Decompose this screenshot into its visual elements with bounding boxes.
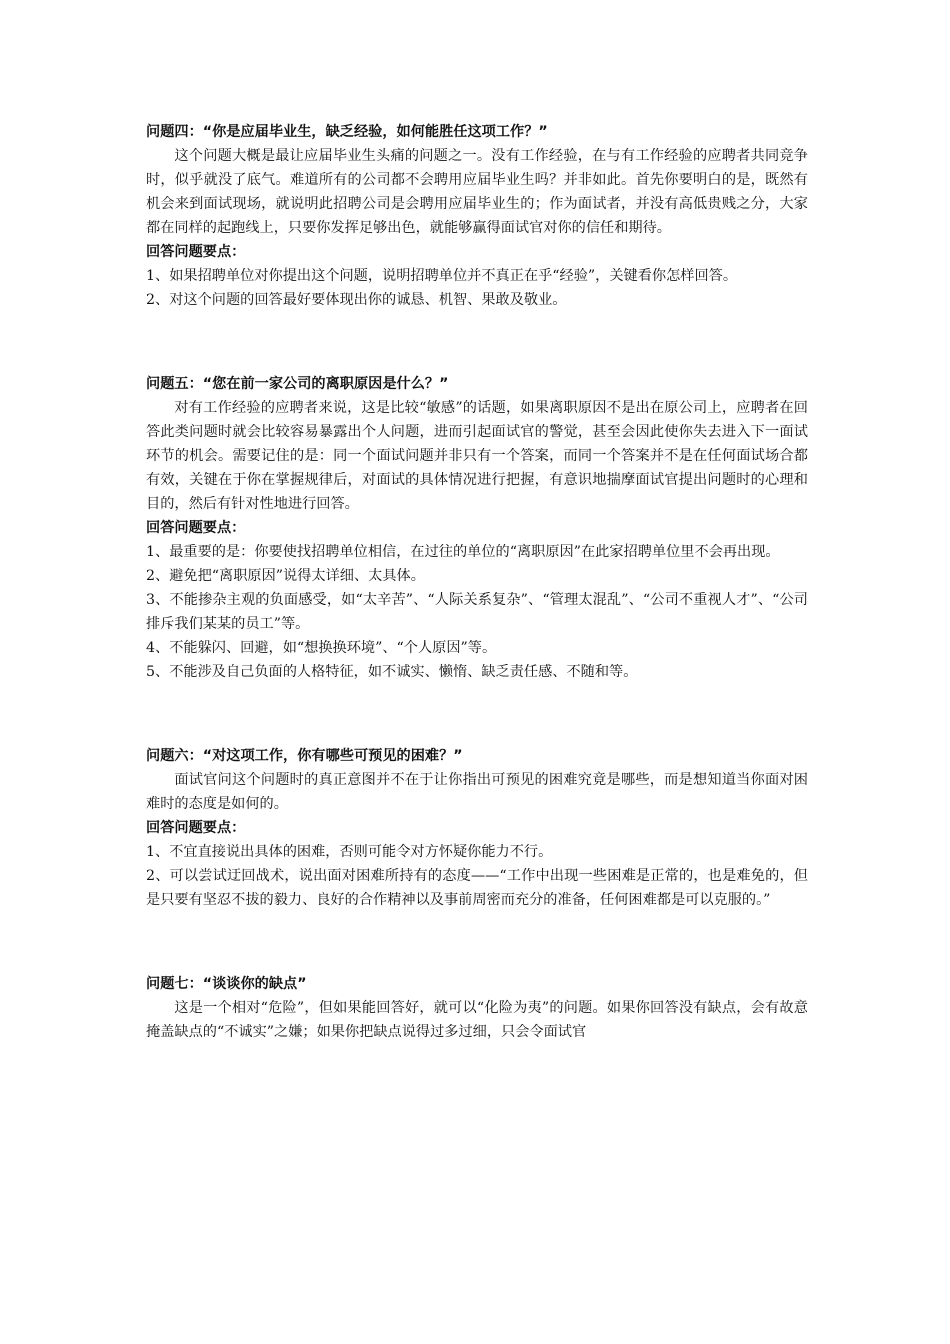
question-title: 问题六：“对这项工作，你有哪些可预见的困难？” (146, 748, 463, 764)
question-explanation: 面试官问这个问题时的真正意图并不在于让你指出可预见的困难究竟是哪些，而是想知道当你面对困难时的态度是如何的。 (146, 772, 808, 812)
answer-points-label: 回答问题要点： (146, 520, 246, 536)
answer-point: 2、可以尝试迂回战术，说出面对困难所持有的态度——“工作中出现一些困难是正常的，也是难免的，但是只要有坚忍不拔的毅力、良好的合作精神以及事前周密而充分的准备，任何困难都是可以克服的。” (146, 868, 808, 908)
answer-point: 1、如果招聘单位对你提出这个问题，说明招聘单位并不真正在乎“经验”，关键看你怎样回答。 (146, 268, 738, 284)
question-title: 问题七：“谈谈你的缺点” (146, 976, 307, 992)
answer-point: 1、最重要的是：你要使找招聘单位相信，在过往的单位的“离职原因”在此家招聘单位里不会再出现。 (146, 544, 780, 560)
question-section-6 (146, 744, 808, 912)
answer-point: 2、对这个问题的回答最好要体现出你的诚恳、机智、果敢及敬业。 (146, 292, 567, 308)
answer-points-label: 回答问题要点： (146, 820, 246, 836)
question-explanation: 对有工作经验的应聘者来说，这是比较“敏感”的话题，如果离职原因不是出在原公司上，应聘者在回答此类问题时就会比较容易暴露出个人问题，进而引起面试官的警觉，甚至会因此使你失去进入下一面试环节的机会。需要记住的是：同一个面试问题并非只有一个答案，而同一个答案并不是在任何面试场合都有效，关键在于你在掌握规律后，对面试的具体情况进行把握，有意识地揣摩面试官提出问题时的心理和目的，然后有针对性地进行回答。 (146, 400, 808, 512)
answer-point: 2、避免把“离职原因”说得太详细、太具体。 (146, 568, 425, 584)
answer-point: 5、不能涉及自己负面的人格特征，如不诚实、懒惰、缺乏责任感、不随和等。 (146, 664, 638, 680)
question-title: 问题五：“您在前一家公司的离职原因是什么？” (146, 376, 449, 392)
question-explanation: 这个问题大概是最让应届毕业生头痛的问题之一。没有工作经验，在与有工作经验的应聘者共同竞争时，似乎就没了底气。难道所有的公司都不会聘用应届毕业生吗？并非如此。首先你要明白的是，既然有机会来到面试现场，就说明此招聘公司是会聘用应届毕业生的；作为面试者，并没有高低贵贱之分，大家都在同样的起跑线上，只要你发挥足够出色，就能够赢得面试官对你的信任和期待。 (146, 148, 808, 236)
answer-point: 4、不能躲闪、回避，如“想换换环境”、“个人原因”等。 (146, 640, 497, 656)
question-section-4 (146, 120, 808, 312)
question-title: 问题四：“你是应届毕业生，缺乏经验，如何能胜任这项工作？” (146, 124, 548, 140)
question-explanation: 这是一个相对“危险”，但如果能回答好，就可以“化险为夷”的问题。如果你回答没有缺点，会有故意掩盖缺点的“不诚实”之嫌；如果你把缺点说得过多过细，只会令面试官 (146, 1000, 808, 1040)
document-page (146, 120, 808, 1044)
answer-points-label: 回答问题要点： (146, 244, 246, 260)
question-section-5 (146, 372, 808, 684)
answer-point: 3、不能掺杂主观的负面感受，如“太辛苦”、“人际关系复杂”、“管理太混乱”、“公司不重视人才”、“公司排斥我们某某的员工”等。 (146, 592, 808, 632)
question-section-7 (146, 972, 808, 1044)
answer-point: 1、不宜直接说出具体的困难，否则可能令对方怀疑你能力不行。 (146, 844, 553, 860)
